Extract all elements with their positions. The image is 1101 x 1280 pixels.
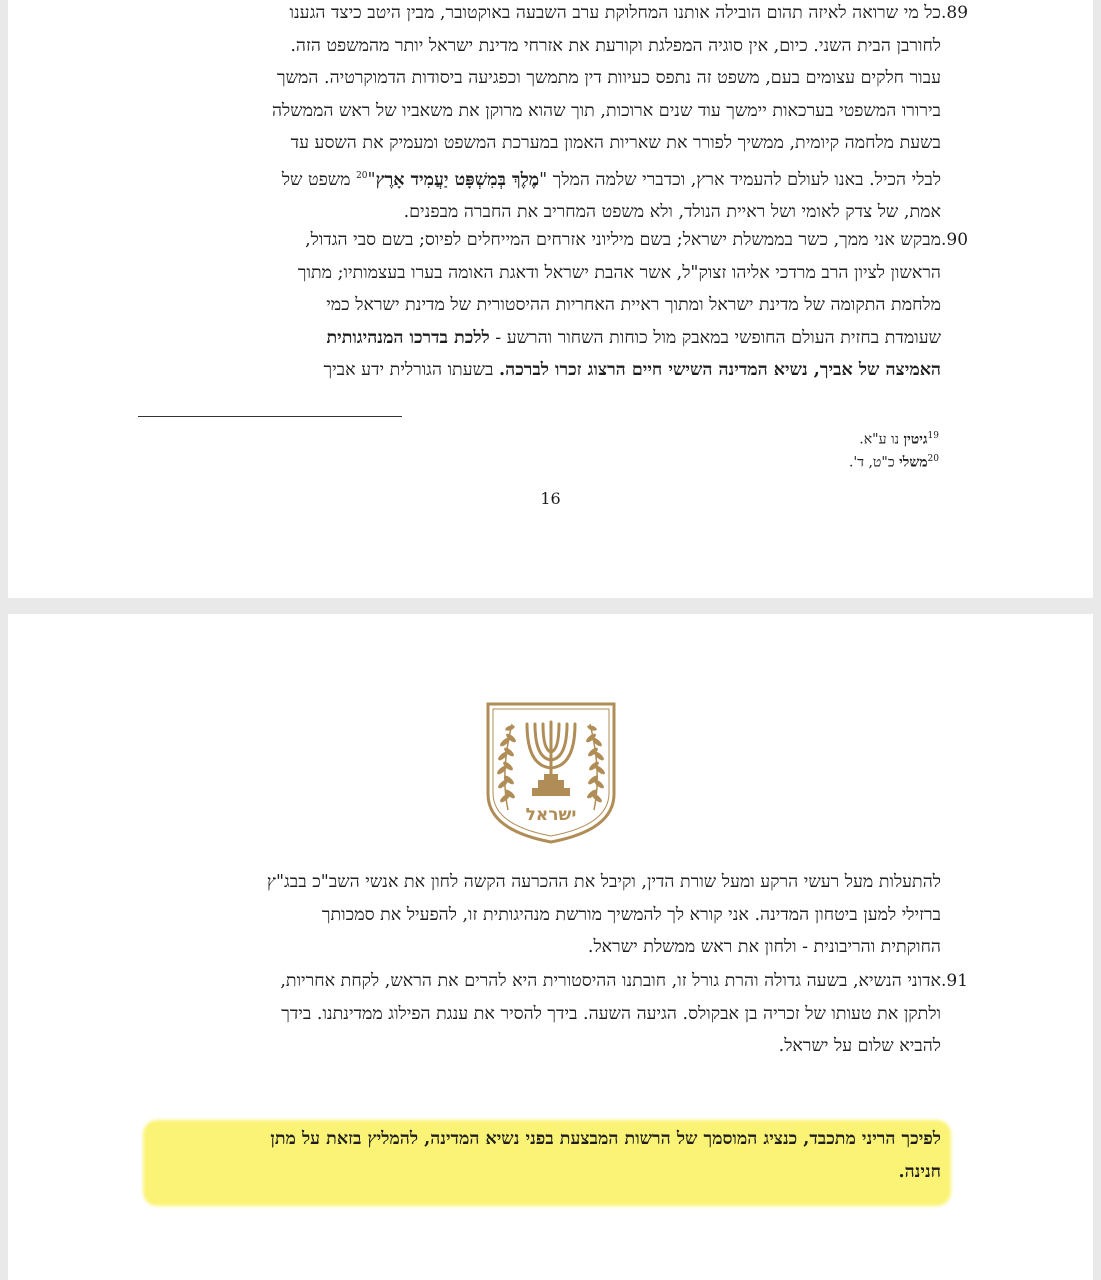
text-line: מבקש אני ממך, כשר בממשלת ישראל; בשם מיליוני אזרחים המייחלים לפיוס; בשם סבי הגדול, [305,230,941,250]
emblem-label: ישראל [525,805,577,825]
document-page-16 [8,0,1093,598]
footnote-divider [138,416,402,417]
document-page-17 [8,614,1093,1280]
state-of-israel-emblem-icon [486,702,616,844]
footnote-ref: 20 [356,170,368,181]
closing-recommendation [161,1123,941,1188]
text-line: להתעלות מעל רעשי הרקע ומעל שורת הדין, וקיבל את ההכרעה הקשה לחון את אנשי השב"כ בבג"ץ [266,872,941,892]
text-line: להביא שלום על ישראל. [778,1036,941,1056]
text-line: כל מי שרואה לאיזה תהום הובילה אותנו המחלוקת ערב השבעה באוקטובר, מבין היטב כיצד הגענו [289,3,941,23]
text-line: החוקתית והריבונית - ולחון את ראש ממשלת ישראל. [587,937,941,957]
text-line: לבלי הכיל. באנו לעולם להעמיד ארץ, וכדברי שלמה המלך "מֶלֶךְ בְּמִשְׁפָּט יַעֲמִיד אָרֶץ"$^{20}$ משפט של [281,169,941,190]
text-line: אמת, של צדק לאומי ושל ראיית הנולד, ולא משפט המחריב את החברה מבפנים. [403,201,941,222]
paragraph-number: .90 [941,230,969,250]
paragraph-91 [161,965,941,1063]
text-line: חנינה. [898,1161,941,1182]
text-line: ולתקן את טעותו של זכריה בן אבקולס. הגיעה השעה. בידך להסיר את ענגת הפילוג ממדינתנו. בידך [281,1003,941,1024]
text-line: בשעת מלחמה קיומית, ממשיך לפורר את שאריות האמון במערכת המשפט ומעמיק את השסע עד [290,133,941,153]
text-line: מלחמת התקומה של מדינת ישראל ומתוך ראיית האחריות ההיסטורית של מדינת ישראל כמי [326,295,941,315]
text-line: לחורבן הבית השני. כיום, אין סוגיה המפלגת וקורעת את אזרחי מדינת ישראל יותר מהמשפט הזה. [290,35,941,56]
paragraph-number: .91 [941,971,969,991]
page-number: 16 [540,489,561,508]
text-line: האמיצה של אביך, נשיא המדינה השישי חיים הרצוג זכרו לברכה. בשעתו הגורלית ידע אביך [323,360,941,380]
biblical-quote: מֶלֶךְ בְּמִשְׁפָּט יַעֲמִיד אָרֶץ [375,169,540,190]
footnote-20: $^{20}$משלי כ"ט, ד'. [848,454,939,471]
paragraph-90-continued [161,866,941,964]
text-line: הראשון לציון הרב מרדכי אליהו זצוק"ל, אשר אהבת ישראל ודאגת האומה בערו בעצמותיו; מתוך [297,262,941,283]
text-line: בירורו המשפטי בערכאות יימשך עוד שנים ארוכות, תוך שהוא מרוקן את משאביו של ראש הממשלה [271,100,941,121]
text-line: אדוני הנשיא, בשעה גדולה והרת גורל זו, חובתנו ההיסטורית היא להרים את הראש, לקחת אחריות, [280,971,941,991]
paragraph-number: .89 [941,3,969,23]
paragraph-90 [161,224,941,387]
paragraph-89 [161,0,941,228]
footnote-19: $^{19}$גיטין נו ע"א. [859,431,939,448]
text-line: לפיכך הריני מתכבד, כנציג המוסמך של הרשות המבצעת בפני נשיא המדינה, להמליץ בזאת על מתן [270,1129,941,1149]
text-line: ברזילי למען ביטחון המדינה. אני קורא לך להמשיך מורשת מנהיגותית זו, להפעיל את סמכותך [321,904,941,925]
text-line: שעומדת בחזית העולם החופשי במאבק מול כוחות השחור והרשע - ללכת בדרכו המנהיגותית [326,327,941,348]
text-line: עבור חלקים עצומים בעם, משפט זה נתפס כעיוות דין מתמשך וכפגיעה ביסודות הדמוקרטיה. המשך [277,68,941,88]
